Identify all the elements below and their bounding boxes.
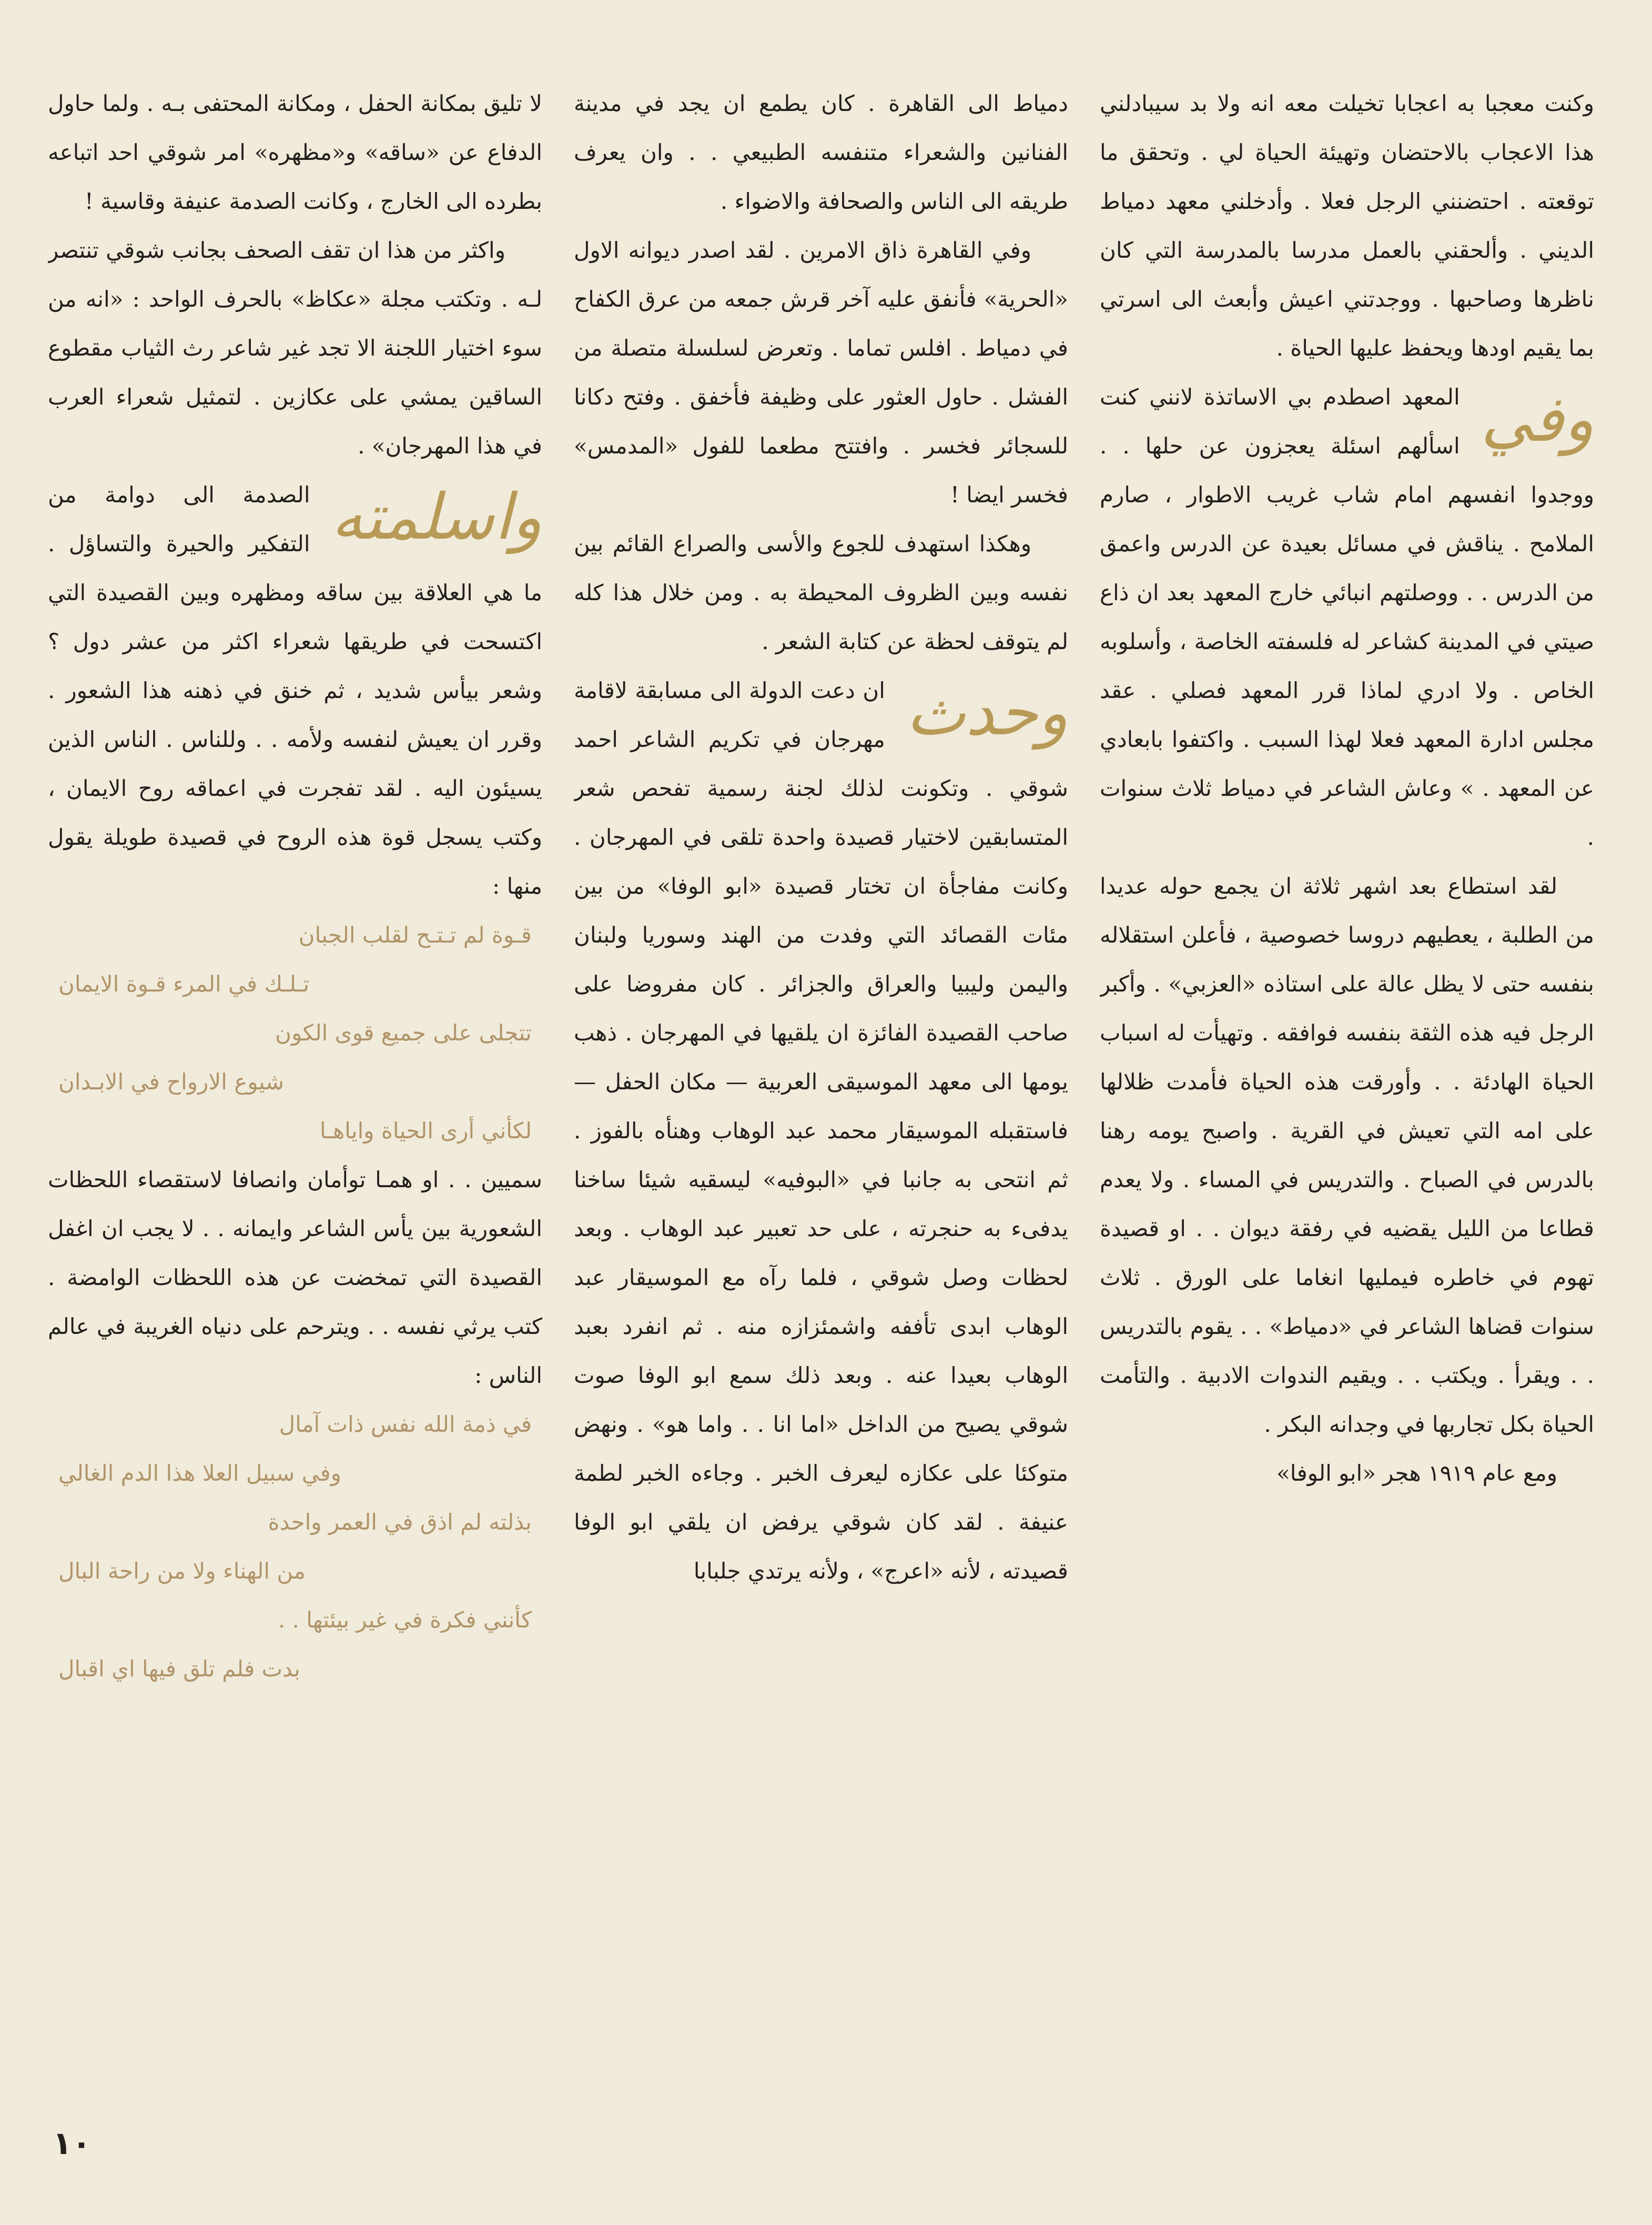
verse-line: لكأني أرى الحياة واياهـا <box>319 1118 532 1144</box>
paragraph: وكنت معجبا به اعجابا تخيلت معه انه ولا بد سيبادلني هذا الاعجاب بالاحتضان وتهيئة الحياة لي . وتحقق ما توقعته . احتضنني الرجل فعلا . وأدخلني معهد دمياط الديني . وألحقني بالعمل مدرسا بالمدرسة التي كان ناظرها وصاحبها . ووجدتني اعيش وأبعث الى اسرتي بما يقيم اودها ويحفظ عليها الحياة . <box>1100 90 1594 361</box>
verse-line: بدت فلم تلق فيها اي اقبال <box>58 1656 300 1682</box>
lead-word-calligraphy: وفي <box>1481 383 1594 456</box>
paragraph <box>48 470 542 911</box>
paragraph: لقد استطاع بعد اشهر ثلاثة ان يجمع حوله عديدا من الطلبة ، يعطيهم دروسا خصوصية ، فأعلن استقلاله بنفسه حتى لا يظل عالة على استاذه «العزبي» . وأكبر الرجل فيه هذه الثقة بنفسه فوافقه . وتهيأت له اسباب الحياة الهادئة . . وأورقت هذه الحياة فأمدت ظلالها على امه التي تعيش في القرية . واصبح يومه رهنا بالدرس في الصباح . والتدريس في المساء . ولا يعدم قطاعا من الليل يقضيه في رفقة ديوان . . او قصيدة تهوم في خاطره فيمليها انغاما على الورق . ثلاث سنوات قضاها الشاعر في «دمياط» . . يقوم بالتدريس . . ويقرأ . ويكتب . . ويقيم الندوات الادبية . والتأمت الحياة بكل تجاربها في وجدانه البكر . <box>1100 873 1594 1437</box>
page-number: ١٠ <box>53 2125 92 2162</box>
paragraph <box>1100 372 1594 862</box>
paragraph: دمياط الى القاهرة . كان يطمع ان يجد في مدينة الفنانين والشعراء متنفسه الطبيعي . . وان يعرف طريقه الى الناس والصحافة والاضواء . <box>574 90 1068 214</box>
lead-word-calligraphy: واسلمته <box>331 481 542 554</box>
paragraph-text: الصدمة الى دوامة من التفكير والحيرة والتساؤل . ما هي العلاقة بين ساقه ومظهره وبين القصيدة التي اكتسحت في طريقها شعراء اكثر من عشر دول ؟ وشعر بيأس شديد ، ثم خنق في ذهنه هذا الشعور . وقرر ان يعيش لنفسه ولأمه . . وللناس . الناس الذين يسيئون اليه . لقد تفجرت في اعماقه روح الايمان ، وكتب يسجل قوة هذه الروح في قصيدة طويلة يقول منها : <box>48 482 542 899</box>
paragraph-text: ان دعت الدولة الى مسابقة لاقامة مهرجان في تكريم الشاعر احمد شوقي . وتكونت لذلك لجنة رسمية تفحص شعر المتسابقين لاختيار قصيدة واحدة تلقى في المهرجان . وكانت مفاجأة ان تختار قصيدة «ابو الوفا» من بين مئات القصائد التي وفدت من الهند وسوريا ولبنان واليمن وليبيا والعراق والجزائر . كان مفروضا على صاحب القصيدة الفائزة ان يلقيها في المهرجان . ذهب يومها الى معهد الموسيقى العربية — مكان الحفل — فاستقبله الموسيقار محمد عبد الوهاب وهنأه بالفوز . ثم انتحى به جانبا في «البوفيه» ليسقيه شيئا ساخنا يدفىء به حنجرته ، على حد تعبير عبد الوهاب . وبعد لحظات وصل شوقي ، فلما رآه مع الموسيقار عبد الوهاب ابدى تأففه واشمئزازه منه . ثم انفرد بعبد الوهاب بعيدا عنه . وبعد ذلك سمع ابو الوفا صوت شوقي يصيح من الداخل «اما انا . . واما هو» . ونهض متوكئا على عكازه ليعرف الخبر . وجاءه الخبر لطمة عنيفة . لقد كان شوقي يرفض ان يلقي ابو الوفا قصيدته ، لأنه «اعرج» ، ولأنه يرتدي جلبابا <box>574 677 1068 1584</box>
verse-block <box>48 1400 542 1693</box>
paragraph: لا تليق بمكانة الحفل ، ومكانة المحتفى بـه . ولما حاول الدفاع عن «ساقه» و«مظهره» امر شوقي احد اتباعه بطرده الى الخارج ، وكانت الصدمة عنيفة وقاسية ! <box>48 90 542 214</box>
verse-line: بذلته لم اذق في العمر واحدة <box>268 1509 532 1535</box>
verse-line: من الهناء ولا من راحة البال <box>58 1558 306 1584</box>
paragraph: واكثر من هذا ان تقف الصحف بجانب شوقي تنتصر لـه . وتكتب مجلة «عكاظ» بالحرف الواحد : «انه من سوء اختيار اللجنة الا تجد غير شاعر رث الثياب مقطوع الساقين يمشي على عكازين . لتمثيل شعراء العرب في هذا المهرجان» . <box>48 237 542 459</box>
verse-line: تتجلى على جميع قوى الكون <box>275 1020 532 1046</box>
paragraph: ومع عام ١٩١٩ هجر «ابو الوفا» <box>1276 1460 1557 1486</box>
verse-line: شيوع الارواح في الابـدان <box>58 1069 284 1095</box>
verse-line: في ذمة الله نفس ذات آمال <box>279 1411 532 1437</box>
verse-line: كأنني فكرة في غير بيئتها . . <box>278 1607 532 1633</box>
verse-line: قـوة لم تـتـح لقلب الجبان <box>298 922 532 948</box>
lead-word-calligraphy: وحدث <box>906 676 1068 750</box>
paragraph: سميين . . او همـا توأمان وانصافا لاستقصاء اللحظات الشعورية بين يأس الشاعر وايمانه . . لا يجب ان اغفل القصيدة التي تمخضت عن هذه اللحظات الوامضة . كتب يرثي نفسه . . ويترحم على دنياه الغريبة في عالم الناس : <box>48 1167 542 1388</box>
paragraph: وهكذا استهدف للجوع والأسى والصراع القائم بين نفسه وبين الظروف المحيطة به . ومن خلال هذا كله لم يتوقف لحظة عن كتابة الشعر . <box>574 531 1068 654</box>
paragraph-text: المعهد اصطدم بي الاساتذة لانني كنت اسألهم اسئلة يعجزون عن حلها . . ووجدوا انفسهم امام شاب غريب الاطوار ، صارم الملامح . يناقش في مسائل بعيدة عن الدرس واعمق من الدرس . . ووصلتهم انبائي خارج المعهد بعد ان ذاع صيتي في المدينة كشاعر له فلسفته الخاصة ، وأسلوبه الخاص . ولا ادري لماذا قرر المعهد فصلي . عقد مجلس ادارة المعهد فعلا لهذا السبب . واكتفوا بابعادي عن المعهد . » وعاش الشاعر في دمياط ثلاث سنوات . <box>1100 384 1594 850</box>
verse-line: تـلـك في المرء قـوة الايمان <box>58 971 310 997</box>
paragraph <box>574 666 1068 1595</box>
text-column-left <box>48 79 542 2130</box>
text-column-right <box>1100 79 1594 2130</box>
text-column-middle <box>574 79 1068 2130</box>
paragraph: وفي القاهرة ذاق الامرين . لقد اصدر ديوانه الاول «الحرية» فأنفق عليه آخر قرش جمعه من عرق الكفاح في دمياط . افلس تماما . وتعرض لسلسلة متصلة من الفشل . حاول العثور على وظيفة فأخفق . وفتح دكانا للسجائر فخسر . وافتتح مطعما للفول «المدمس» فخسر ايضا ! <box>574 237 1068 508</box>
verse-block <box>48 911 542 1155</box>
verse-line: وفي سبيل العلا هذا الدم الغالي <box>58 1460 341 1486</box>
